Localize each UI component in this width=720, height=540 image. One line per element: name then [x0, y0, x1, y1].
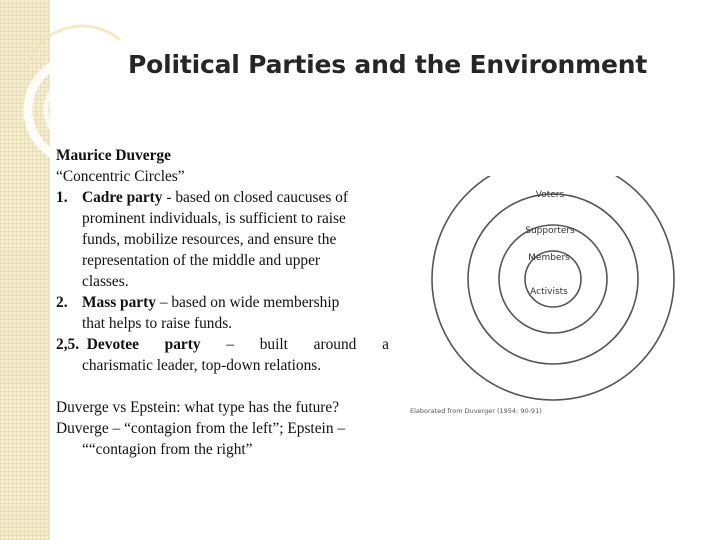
- list-item-mass: [56, 292, 389, 334]
- item-text: a: [382, 336, 389, 353]
- closing-line: Duverge – “contagion from the left”; Epstein –: [56, 420, 346, 437]
- author-name: Maurice Duverge: [56, 147, 171, 164]
- item-number: 2,5.: [56, 336, 80, 353]
- ring-supporters: [468, 194, 638, 364]
- item-term: Mass party: [82, 294, 156, 311]
- concept-label: “Concentric Circles”: [56, 168, 185, 185]
- item-term: Cadre party: [82, 189, 163, 206]
- label-supporters: Supporters: [525, 226, 575, 236]
- item-text: – based on wide membership: [155, 294, 340, 311]
- item-text: prominent individuals, is sufficient to raise: [82, 210, 346, 227]
- item-text: party: [164, 336, 201, 353]
- label-voters: Voters: [535, 190, 565, 200]
- item-text: that helps to raise funds.: [82, 315, 233, 332]
- item-text: around: [313, 336, 357, 353]
- item-text: - based on closed caucuses of: [162, 189, 348, 206]
- label-members: Members: [528, 253, 570, 263]
- label-activists: Activists: [530, 287, 568, 297]
- slide-body: [56, 145, 389, 460]
- item-term: Devotee: [86, 336, 139, 353]
- item-text: charismatic leader, top-down relations.: [82, 357, 322, 374]
- slide-title: Political Parties and the Environment: [128, 50, 648, 79]
- item-text: classes.: [82, 273, 129, 290]
- concentric-circles-diagram: [410, 176, 720, 426]
- item-text: built: [259, 336, 288, 353]
- diagram-source: Elaborated from Duverger (1954: 90-91): [410, 407, 542, 415]
- closing-line: Duverge vs Epstein: what type has the future?: [56, 399, 340, 416]
- item-number: 2.: [56, 294, 68, 311]
- list-item-cadre: [56, 187, 389, 292]
- item-text: funds, mobilize resources, and ensure the: [82, 231, 337, 248]
- ring-members: [499, 225, 607, 333]
- closing-line: ““contagion from the right”: [82, 441, 253, 458]
- item-text: representation of the middle and upper: [82, 252, 321, 269]
- item-text: –: [226, 336, 234, 353]
- item-number: 1.: [56, 189, 68, 206]
- list-item-devotee: [56, 334, 389, 376]
